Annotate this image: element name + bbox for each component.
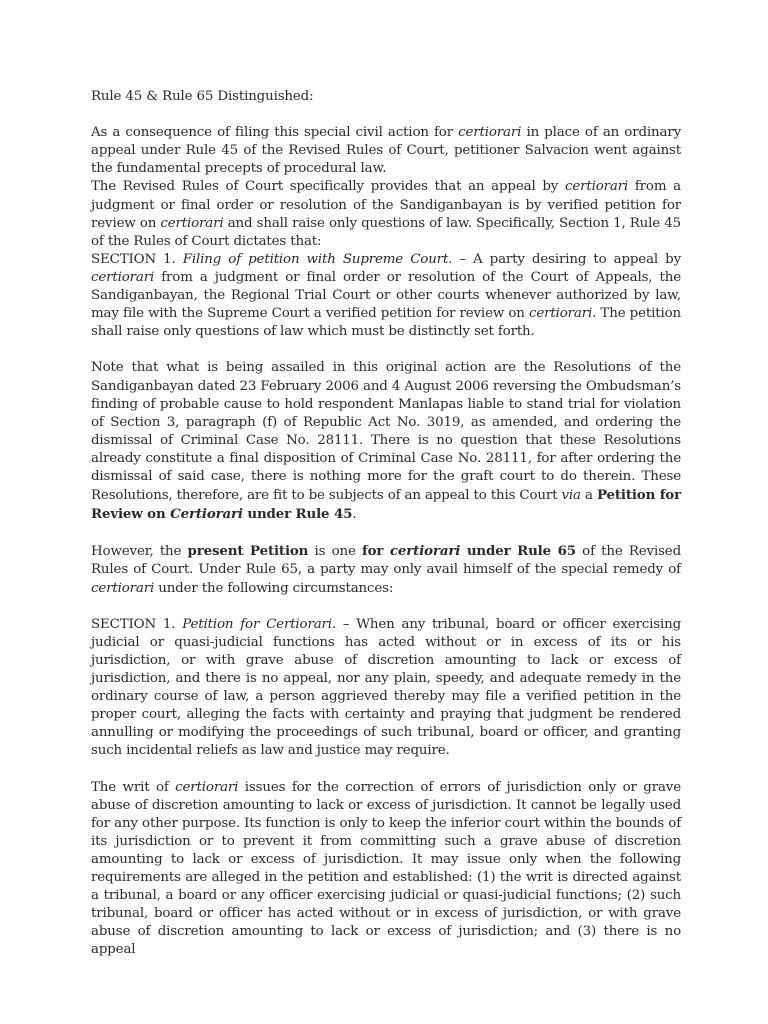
text-segment: The writ of: [91, 779, 176, 795]
text-segment: under the following circumstances:: [154, 580, 394, 596]
paragraph-spacer: [91, 524, 681, 542]
document-heading: Rule 45 & Rule 65 Distinguished:: [91, 89, 314, 104]
text-segment: The Revised Rules of Court specifically provides that an appeal by: [91, 179, 565, 195]
text-segment: Petition for Certiorari: [182, 616, 332, 632]
text-segment: Filing of petition with Supreme Court: [182, 251, 449, 267]
text-segment: . The petition shall raise only questions of law which must be distinctly set forth.: [91, 306, 681, 340]
text-segment: under Rule 45: [242, 506, 353, 523]
paragraph-p3: [91, 251, 681, 341]
text-segment: of the Revised Rules of Court. Under Rule 65, a party may only avail himself of the special remedy of: [91, 544, 681, 578]
text-segment: for: [361, 543, 390, 560]
paragraph-spacer: [91, 106, 681, 124]
text-segment: under Rule 65: [460, 543, 576, 560]
text-segment: in place of an ordinary appeal under Rule 45 of the Revised Rules of Court, petitioner Salvacion went against the fundamental precepts of procedural law.: [91, 125, 681, 177]
text-segment: issues for the correction of errors of jurisdiction only or grave abuse of discretion amounting to lack or excess of jurisdiction. It cannot be legally used for any other purpose. Its function is only to keep the inferior court within the bounds of its jurisdiction or to prevent it from committing such a grave abuse of discretion amounting to lack or excess of jurisdiction. It may issue only when the following requirements are alleged in the petition and established: (1) the writ is directed against a tribunal, a board or any officer exercising judicial or quasi-judicial functions; (2) such tribunal, board or officer has acted without or in excess of jurisdiction, or with grave abuse of discretion amounting to lack or excess of jurisdiction; and (3) there is no appeal: [91, 779, 681, 958]
text-segment: present Petition: [187, 543, 309, 560]
text-segment: . – When any tribunal, board or officer exercising judicial or quasi-judicial functions has acted without or in excess of its or his jurisdiction, or with grave abuse of discretion amounting to lack or excess of jurisdiction, and there is no appeal, nor any plain, speedy, and adequate remedy in the ordinary course of law, a person aggrieved thereby may file a verified petition in the proper court, alleging the facts with certainty and praying that judgment be rendered annulling or modifying the proceedings of such tribunal, board or officer, and granting such incidental reliefs as law and justice may require.: [91, 616, 681, 759]
text-segment: However, the: [91, 544, 188, 560]
document-page: [91, 88, 681, 960]
paragraph-p7: [91, 779, 681, 960]
text-segment: Certiorari: [170, 506, 243, 523]
paragraph-spacer: [91, 598, 681, 616]
text-segment: SECTION 1.: [91, 616, 183, 632]
text-segment: and shall raise only questions of law. Specifically, Section 1, Rule 45 of the Rules of Court dictates that:: [91, 215, 681, 249]
paragraph-spacer: [91, 760, 681, 778]
text-segment: from a judgment or final order or resolution of the Sandiganbayan is by verified petition for review on: [91, 179, 681, 231]
text-segment: certiorari: [458, 125, 522, 141]
text-segment: certiorari: [91, 580, 155, 596]
text-segment: is one: [308, 544, 362, 560]
paragraph-p1: [91, 124, 681, 178]
paragraph-p4: [91, 359, 681, 524]
text-segment: certiorari: [389, 543, 461, 560]
text-segment: . – A party desiring to appeal by: [448, 251, 681, 267]
text-segment: certiorari: [175, 779, 239, 795]
text-segment: via: [561, 488, 581, 504]
paragraph-p5: [91, 542, 681, 597]
text-segment: a: [580, 488, 597, 504]
text-segment: certiorari: [160, 215, 224, 231]
text-segment: certiorari: [528, 306, 593, 322]
text-segment: SECTION 1.: [91, 251, 183, 267]
text-segment: certiorari: [564, 179, 629, 195]
paragraph-p6: [91, 616, 681, 761]
text-segment: from a judgment or final order or resolution of the Court of Appeals, the Sandiganbayan, the Regional Trial Court or other courts whenever authorized by law, may file with the Supreme Court a verified petition for review on: [91, 269, 681, 322]
paragraph-spacer: [91, 341, 681, 359]
document-body: [91, 124, 681, 959]
text-segment: Petition for Review on: [91, 487, 681, 523]
text-segment: certiorari: [91, 269, 155, 285]
text-segment: As a consequence of filing this special civil action for: [91, 125, 459, 141]
text-segment: .: [352, 507, 357, 523]
text-segment: Note that what is being assailed in this original action are the Resolutions of the Sandiganbayan dated 23 February 2006 and 4 August 2006 reversing the Ombudsman’s finding of probable cause to hold respondent Manlapas liable to stand trial for violation of Section 3, paragraph (f) of Republic Act No. 3019, as amended, and ordering the dismissal of Criminal Case No. 28111. There is no question that these Resolutions already constitute a final disposition of Criminal Case No. 28111, for after ordering the dismissal of said case, there is nothing more for the graft court to do therein. These Resolutions, therefore, are fit to be subjects of an appeal to this Court: [91, 360, 681, 504]
paragraph-p2: [91, 178, 681, 250]
